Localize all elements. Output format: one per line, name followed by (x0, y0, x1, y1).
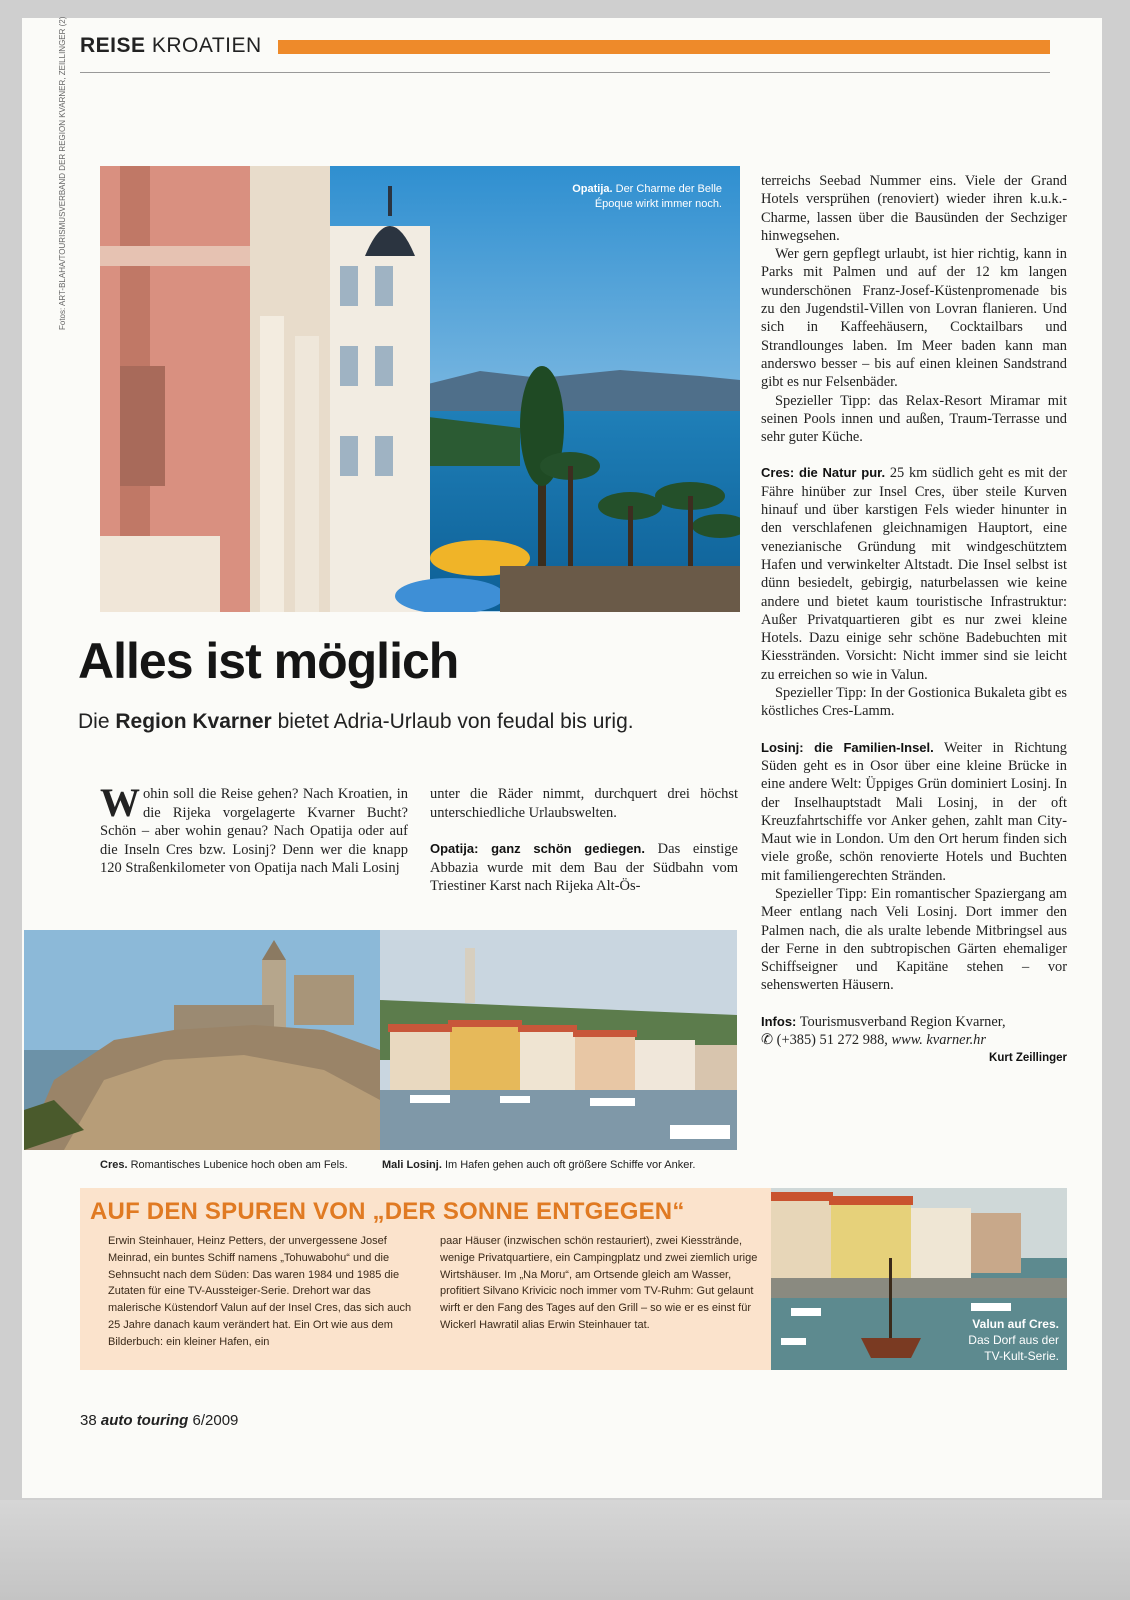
lubenice-photo (24, 930, 380, 1150)
cres-caption-place: Cres. (100, 1159, 128, 1171)
cres-text: 25 km südlich geht es mit der Fähre hinüber zur Insel Cres, über steile Kurven hinauf und über karstigen Fels wieder hinunter in den verschlafenen gleichnamigen Hauptort, eine venezianische Gründung mit windgeschütztem Hafen und verwinkelter Altstadt. Die Insel selbst ist dünn besiedelt, gebirgig, naturbelassen wie keine andere und bietet kaum touristische Infrastruktur: Außer Privatquartieren gibt es nur zwei kleine Hotels. Dazu einige sehr schöne Badebuchten mit Kiesstränden. Vorsicht: Nicht immer sind sie leicht zu erreichen so wie in Valun. (761, 465, 1067, 683)
subtitle-after: bietet Adria-Urlaub von feudal bis urig. (271, 710, 634, 733)
author-name: Kurt Zeillinger (989, 1052, 1067, 1065)
cres-caption (100, 1159, 348, 1171)
column-3-paragraph-2: Wer gern gepflegt urlaubt, ist hier richtig, kann in Parks mit Palmen und auf der 12 km langen wunderschönen Franz-Josef-Küstenpromenade bis zu den Jugendstil-Villen von Lovran flanieren. Und sich in Kaffeehäusern, Cocktailbars und Strandlounges laben. Im Meer baden kann man anderswo besser – bis auf einen kleinen Sandstrand gibt es nur Felsenbäder. (761, 246, 1067, 391)
lubenice-illustration (24, 930, 380, 1150)
scanner-background (0, 1500, 1130, 1600)
feature-box-column-left: Erwin Steinhauer, Heinz Petters, der unvergessene Josef Meinrad, ein buntes Schiff namens „Tohuwabohu“ und die Sehnsucht nach dem Süden: Das waren 1984 und 1985 die Zutaten für eine TV-Aussteiger-Serie. Drehort war das malerische Küstendorf Valun auf der Insel Cres, das sich auch 25 Jahre danach kaum verändert hat. Ein Ort wie aus dem Bilderbuch: ein kleiner Hafen, ein (108, 1235, 412, 1348)
mali-losinj-illustration (380, 930, 737, 1150)
infos-website-link[interactable]: www. kvarner.hr (891, 1032, 986, 1049)
valun-photo (771, 1188, 1067, 1370)
article-column-3 (761, 172, 1067, 1068)
photo-credit: Fotos: ART-BLAHA/TOURISMUSVERBAND DER REGION KVARNER, ZEILLINGER (2) (58, 16, 67, 330)
losinj-tip: Spezieller Tipp: Ein romantischer Spaziergang am Meer entlang nach Veli Losinj. Dort immer den Palmen nach, die als uralte lebende Mitbringsel aus der Ferne in den subtropischen Gärten ehemaliger Schiffseigner und Kapitäne stehen – vor sehenswerten Häusern. (761, 885, 1067, 994)
opatija-heading: Opatija: ganz schön gediegen. (430, 841, 645, 856)
valun-caption-line1: Das Dorf aus der (968, 1333, 1059, 1347)
valun-caption (899, 1316, 1059, 1364)
mali-losinj-photo (380, 930, 737, 1150)
losinj-text: Weiter in Richtung Süden geht es in Osor über eine kleine Brücke in eine andere Welt: Üppiges Grün dominiert Losinj. In der Inselhauptstadt Mali Losinj, in der oft Kreuzfahrtschiffe vor Anker gehen, zahlt man City-Maut wie in London. Um den Ort herum finden sich viele große, schön renovierte Hotels und Buchten mit familiengerechten Stränden. (761, 739, 1068, 884)
intro-text: ohin soll die Reise gehen? Nach Kroatien, in die Rijeka vorgelagerte Kvarner Bucht? Schön – aber wohin genau? Nach Opatija oder auf die Inseln Cres bzw. Losinj? Denn wer die knapp 120 Straßenkilometer von Opatija nach Mali Losinj (100, 786, 408, 876)
section-header (80, 34, 262, 58)
cres-heading: Cres: die Natur pur. (761, 465, 886, 481)
valun-caption-line2: TV-Kult-Serie. (984, 1349, 1059, 1363)
article-column-1 (100, 780, 408, 878)
header-divider (80, 72, 1050, 73)
opatija-tip: Spezieller Tipp: das Relax-Resort Miramar mit seinen Pools innen und außen, Traum-Terrasse und sehr guter Küche. (761, 392, 1067, 446)
subtitle-before: Die (78, 710, 116, 733)
header-accent-bar (278, 40, 1050, 54)
column-3-paragraph-1: terreichs Seebad Nummer eins. Viele der Grand Hotels versprühen (renoviert) wieder ihren k.u.k.-Charme, lassen über die Bausünden der Sechziger hinwegsehen. (761, 173, 1067, 244)
infos-heading: Infos: (761, 1013, 797, 1029)
subtitle-bold: Region Kvarner (115, 710, 272, 733)
magazine-name: auto touring (100, 1412, 189, 1429)
page-number: 38 (80, 1412, 97, 1429)
cres-caption-text: Romantisches Lubenice hoch oben am Fels. (127, 1159, 348, 1171)
losinj-caption-place: Mali Losinj. (382, 1159, 442, 1171)
opatija-illustration (100, 166, 740, 612)
caption-line1: Der Charme der Belle (615, 183, 722, 195)
article-column-2 (430, 785, 738, 896)
opatija-photo (100, 166, 740, 612)
page-title: Alles ist möglich (78, 633, 459, 689)
caption-line2: Époque wirkt immer noch. (594, 198, 722, 210)
losinj-caption (382, 1159, 695, 1171)
caption-place: Opatija. (572, 183, 613, 195)
section-label: REISE (80, 34, 146, 57)
column-2-paragraph: unter die Räder nimmt, durchquert drei höchst unterschiedliche Urlaubswelten. (430, 786, 738, 821)
subtitle (78, 710, 634, 734)
country-label: KROATIEN (151, 34, 262, 57)
losinj-caption-text: Im Hafen gehen auch oft größere Schiffe vor Anker. (441, 1159, 696, 1171)
feature-box-title: AUF DEN SPUREN VON „DER SONNE ENTGEGEN“ (90, 1198, 685, 1225)
page-footer (80, 1412, 238, 1429)
drop-cap: W (100, 780, 140, 825)
infos-phone: ✆ (+385) 51 272 988, (761, 1032, 892, 1049)
losinj-heading: Losinj: die Familien-Insel. (761, 739, 934, 755)
opatija-text: Das einstige Abbazia wurde mit dem Bau der Südbahn vom Triestiner Karst nach Rijeka Alt-Ös- (430, 841, 738, 894)
feature-box-column-right: paar Häuser (inzwischen schön restauriert), zwei Kiesstrände, wenige Privatquartiere, ein Campingplatz und zwei ziemlich urige Wirtshäuser. Im „Na Moru“, am Ortsende gleich am Wasser, profitiert Silvano Krivicic noch immer vom TV-Ruhm: Gut gelaunt wirft er den Fang des Tages auf den Grill – so wie er es einst für Wickerl Hawratil alias Erwin Steinhauer tat. (440, 1235, 758, 1331)
infos-text: Tourismusverband Region Kvarner, (796, 1013, 1006, 1030)
issue-number: 6/2009 (192, 1412, 239, 1429)
valun-caption-place: Valun auf Cres. (972, 1317, 1059, 1331)
cres-tip: Spezieller Tipp: In der Gostionica Bukaleta gibt es köstliches Cres-Lamm. (761, 685, 1067, 720)
opatija-caption (530, 182, 722, 212)
